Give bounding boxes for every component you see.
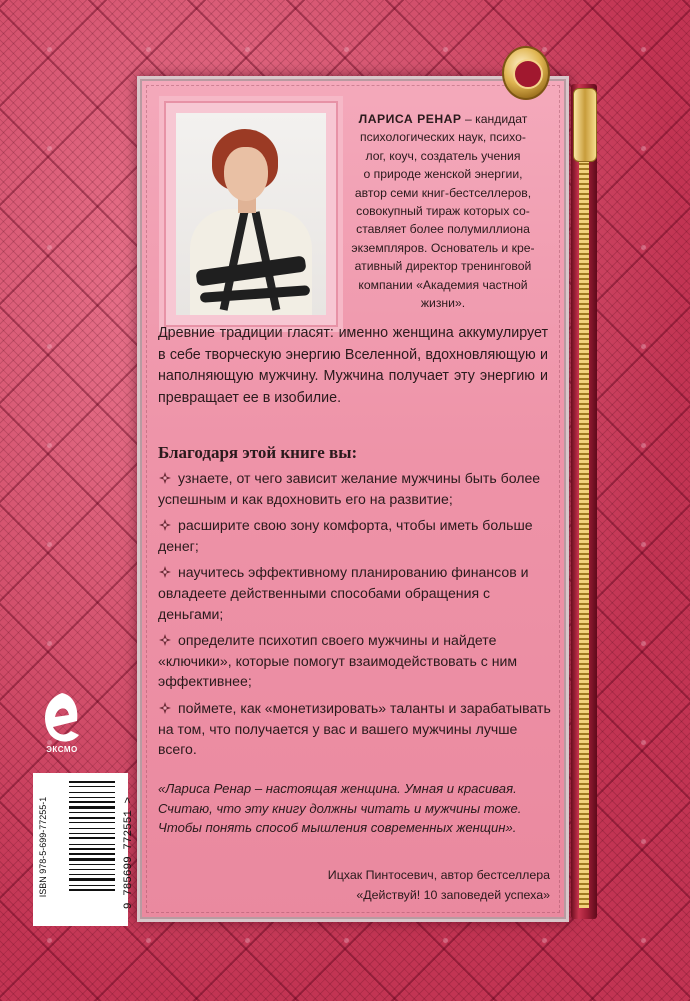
lace-bullet-icon bbox=[159, 634, 171, 646]
lace-bullet-icon bbox=[159, 519, 171, 531]
author-photo bbox=[176, 113, 326, 315]
benefit-text: поймете, как «монетизировать» таланты и зарабатывать на том, что получается у вас и вашего мужчины лучше всего. bbox=[158, 699, 551, 758]
attribution-line: Ицхак Пинтосевич, автор бестселлера bbox=[327, 868, 550, 882]
lead-paragraph: Древние традиции гласят: именно женщина аккумулирует в себе творческую энергию Вселенной, вдохновляющую и наполняющую мужчину. Мужчина получает эту энергию и превращает ее в изобилие. bbox=[158, 325, 548, 406]
quote-attribution bbox=[250, 866, 550, 905]
bio-line: компании «Академия частной bbox=[358, 277, 528, 292]
barcode-digits: 9 785699 772551 > bbox=[123, 796, 135, 910]
photo-face bbox=[224, 147, 268, 201]
lace-bullet-icon bbox=[159, 702, 171, 714]
bio-line: жизни». bbox=[420, 296, 466, 311]
barcode-bars bbox=[69, 779, 115, 917]
bio-line: ставляет более полумиллиона bbox=[356, 222, 530, 237]
list-item bbox=[158, 468, 552, 509]
benefit-text: узнаете, от чего зависит желание мужчины быть более успешным и как вдохновить его на развитие; bbox=[158, 470, 541, 507]
publisher-logo-text: ЭКСМО bbox=[46, 745, 78, 754]
attribution-line: «Действуй! 10 заповедей успеха» bbox=[356, 887, 550, 902]
author-photo-frame bbox=[164, 101, 338, 327]
bio-line: автор семи книг-бестселлеров, bbox=[354, 185, 532, 200]
barcode bbox=[33, 773, 135, 926]
author-name: ЛАРИСА РЕНАР bbox=[358, 112, 462, 126]
isbn-text: ISBN 978-5-699-77255-1 bbox=[38, 796, 48, 898]
benefits-heading: Благодаря этой книге вы: bbox=[158, 443, 358, 462]
benefit-text: научитесь эффективному планированию финансов и овладеете действенными способами обращения с деньгами; bbox=[158, 564, 529, 622]
bio-line: психологических наук, психо- bbox=[360, 130, 526, 145]
bio-line: – кандидат bbox=[464, 112, 528, 126]
zipper-slider bbox=[573, 88, 597, 162]
list-item bbox=[158, 698, 552, 760]
bio-line: экземпляров. Основатель и кре- bbox=[351, 240, 535, 255]
list-item bbox=[158, 515, 552, 556]
benefit-text: расширите свою зону комфорта, чтобы иметь больше денег; bbox=[158, 517, 533, 554]
zipper-teeth bbox=[579, 90, 589, 908]
bio-line: лог, коуч, создатель учения bbox=[365, 148, 521, 163]
lace-bullet-icon bbox=[159, 566, 171, 578]
bio-line: совокупный тираж которых со- bbox=[356, 204, 530, 219]
author-bio bbox=[345, 110, 541, 312]
zipper-pull-icon bbox=[502, 46, 550, 100]
bio-line: о природе женской энергии, bbox=[363, 167, 523, 182]
bio-line: ативный директор тренинговой bbox=[354, 259, 532, 274]
back-cover-panel bbox=[137, 76, 569, 922]
benefits-list bbox=[158, 468, 552, 766]
review-quote: «Лариса Ренар – настоящая женщина. Умная и красивая. Считаю, что эту книгу должны читать и мужчины тоже. Чтобы понять способ мышления современных женщин». bbox=[158, 781, 522, 836]
lace-bullet-icon bbox=[159, 472, 171, 484]
zipper bbox=[563, 84, 603, 919]
zipper-pull-emblem bbox=[513, 59, 543, 89]
list-item bbox=[158, 562, 552, 624]
benefit-text: определите психотип своего мужчины и найдете «ключики», которые помогут взаимодействовать с ним эффективнее; bbox=[158, 632, 518, 690]
list-item bbox=[158, 630, 552, 692]
